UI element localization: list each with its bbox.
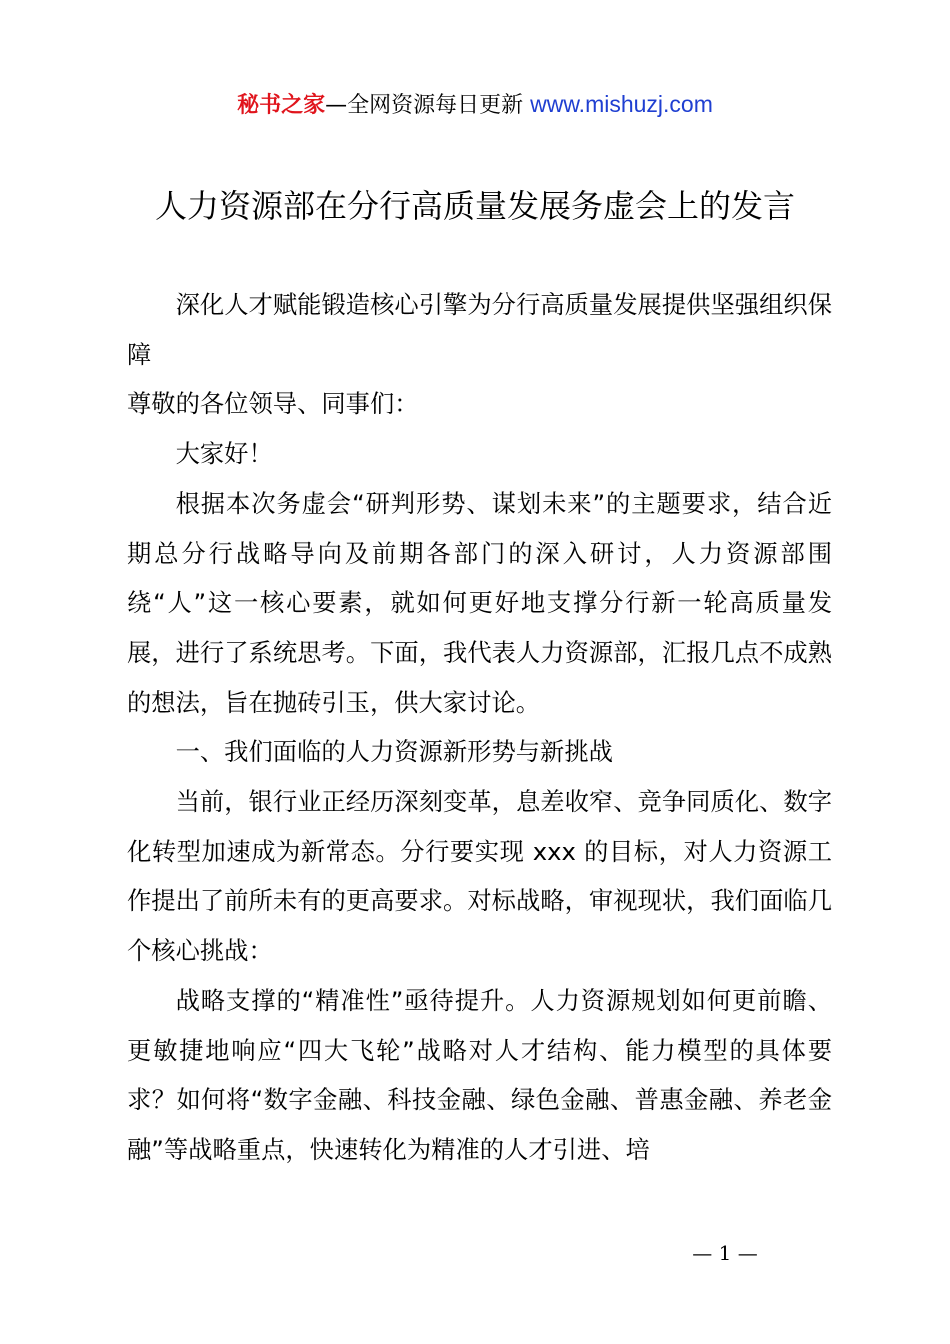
section-heading: 一、我们面临的人力资源新形势与新挑战	[175, 737, 613, 767]
document-subtitle: 深化人才赋能锻造核心引擎为分行高质量发展提供坚强组织保障	[127, 290, 832, 369]
page-number: — 1 —	[692, 1241, 758, 1265]
paragraph: 当前，银行业正经历深刻变革，息差收窄、竞争同质化、数字化转型加速成为新常态。分行要实现 xxx 的目标，对人力资源工作提出了前所未有的更高要求。对标战略，审视现状，我们面临几个核心挑战：	[127, 787, 832, 966]
greeting: 大家好！	[175, 439, 273, 469]
document-body	[127, 280, 832, 1175]
brand-name: 秘书之家	[237, 93, 326, 118]
paragraph: 根据本次务虚会“研判形势、谋划未来”的主题要求，结合近期总分行战略导向及前期各部门的深入研讨，人力资源部围绕“人”这一核心要素，就如何更好地支撑分行新一轮高质量发展，进行了系统思考。下面，我代表人力资源部，汇报几点不成熟的想法，旨在抛砖引玉，供大家讨论。	[127, 488, 832, 717]
site-header	[0, 88, 950, 122]
paragraph: 战略支撑的“精准性”亟待提升。人力资源规划如何更前瞻、更敏捷地响应“四大飞轮”战略对人才结构、能力模型的具体要求？如何将“数字金融、科技金融、绿色金融、普惠金融、养老金融”等战略重点，快速转化为精准的人才引进、培	[127, 985, 832, 1164]
salutation: 尊敬的各位领导、同事们：	[127, 389, 419, 419]
document-title: 人力资源部在分行高质量发展务虚会上的发言	[154, 187, 795, 225]
header-url-link[interactable]: www.mishuzj.com	[530, 91, 713, 117]
header-slogan: —全网资源每日更新	[325, 93, 524, 118]
